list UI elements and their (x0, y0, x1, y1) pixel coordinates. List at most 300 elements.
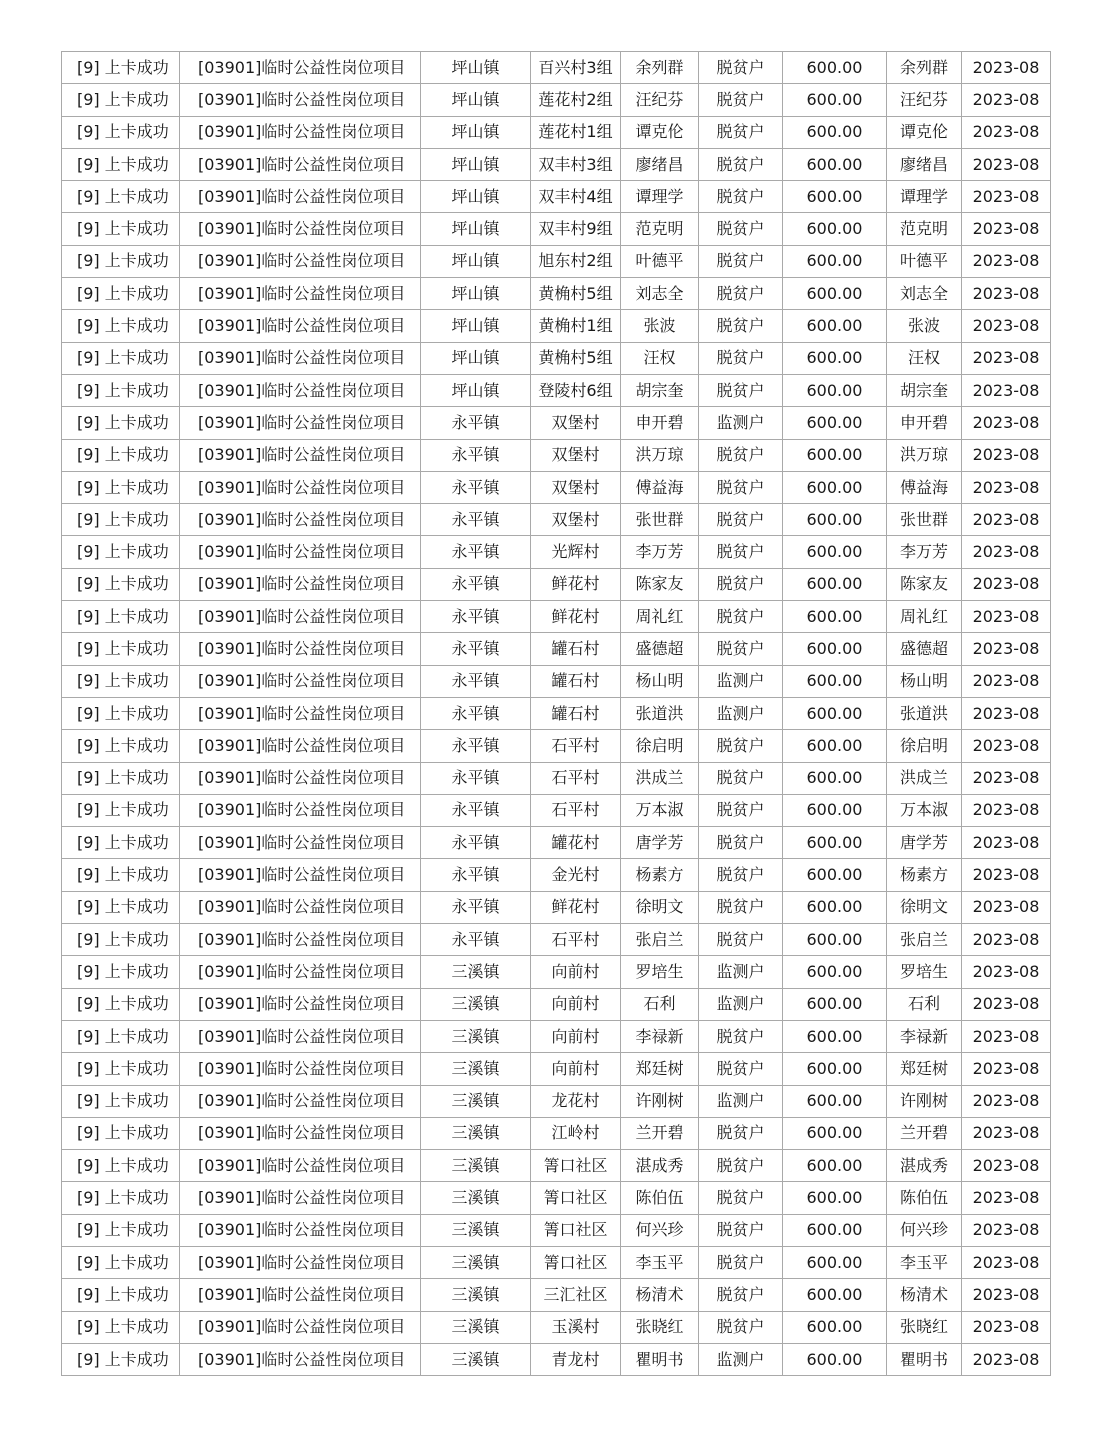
amount-cell: 600.00 (783, 762, 887, 794)
amount-cell: 600.00 (783, 52, 887, 84)
household-type-cell: 脱贫户 (699, 730, 783, 762)
recipient-cell: 张道洪 (887, 697, 962, 729)
period-cell: 2023-08 (962, 471, 1051, 503)
amount-cell: 600.00 (783, 665, 887, 697)
period-cell: 2023-08 (962, 568, 1051, 600)
village-cell: 箐口社区 (531, 1182, 621, 1214)
project-cell: [03901]临时公益性岗位项目 (180, 374, 421, 406)
household-type-cell: 脱贫户 (699, 310, 783, 342)
name-cell: 徐启明 (621, 730, 699, 762)
village-cell: 玉溪村 (531, 1311, 621, 1343)
recipient-cell: 胡宗奎 (887, 374, 962, 406)
amount-cell: 600.00 (783, 1214, 887, 1246)
household-type-cell: 脱贫户 (699, 601, 783, 633)
recipient-cell: 许刚树 (887, 1085, 962, 1117)
name-cell: 盛德超 (621, 633, 699, 665)
household-type-cell: 脱贫户 (699, 148, 783, 180)
amount-cell: 600.00 (783, 1020, 887, 1052)
project-cell: [03901]临时公益性岗位项目 (180, 84, 421, 116)
household-type-cell: 脱贫户 (699, 245, 783, 277)
period-cell: 2023-08 (962, 342, 1051, 374)
project-cell: [03901]临时公益性岗位项目 (180, 1246, 421, 1278)
table-row (62, 1053, 1051, 1085)
village-cell: 向前村 (531, 988, 621, 1020)
table-row (62, 794, 1051, 826)
recipient-cell: 兰开碧 (887, 1117, 962, 1149)
town-cell: 坪山镇 (421, 52, 531, 84)
town-cell: 三溪镇 (421, 988, 531, 1020)
town-cell: 坪山镇 (421, 278, 531, 310)
town-cell: 永平镇 (421, 697, 531, 729)
town-cell: 坪山镇 (421, 116, 531, 148)
project-cell: [03901]临时公益性岗位项目 (180, 439, 421, 471)
status-cell: [9] 上卡成功 (62, 471, 180, 503)
amount-cell: 600.00 (783, 568, 887, 600)
status-cell: [9] 上卡成功 (62, 1182, 180, 1214)
town-cell: 三溪镇 (421, 1214, 531, 1246)
amount-cell: 600.00 (783, 1311, 887, 1343)
town-cell: 坪山镇 (421, 148, 531, 180)
period-cell: 2023-08 (962, 891, 1051, 923)
town-cell: 三溪镇 (421, 1182, 531, 1214)
recipient-cell: 石利 (887, 988, 962, 1020)
recipient-cell: 陈家友 (887, 568, 962, 600)
table-row (62, 1020, 1051, 1052)
period-cell: 2023-08 (962, 730, 1051, 762)
table-row (62, 1182, 1051, 1214)
status-cell: [9] 上卡成功 (62, 762, 180, 794)
period-cell: 2023-08 (962, 407, 1051, 439)
village-cell: 黄桷村1组 (531, 310, 621, 342)
town-cell: 永平镇 (421, 568, 531, 600)
table-row (62, 1246, 1051, 1278)
period-cell: 2023-08 (962, 1214, 1051, 1246)
status-cell: [9] 上卡成功 (62, 52, 180, 84)
status-cell: [9] 上卡成功 (62, 310, 180, 342)
project-cell: [03901]临时公益性岗位项目 (180, 1020, 421, 1052)
status-cell: [9] 上卡成功 (62, 116, 180, 148)
table-row (62, 1279, 1051, 1311)
name-cell: 傅益海 (621, 471, 699, 503)
town-cell: 三溪镇 (421, 1117, 531, 1149)
project-cell: [03901]临时公益性岗位项目 (180, 1343, 421, 1375)
status-cell: [9] 上卡成功 (62, 1150, 180, 1182)
recipient-cell: 洪成兰 (887, 762, 962, 794)
status-cell: [9] 上卡成功 (62, 504, 180, 536)
town-cell: 永平镇 (421, 601, 531, 633)
status-cell: [9] 上卡成功 (62, 665, 180, 697)
recipient-cell: 罗培生 (887, 956, 962, 988)
town-cell: 永平镇 (421, 859, 531, 891)
village-cell: 莲花村2组 (531, 84, 621, 116)
town-cell: 永平镇 (421, 924, 531, 956)
table-body (62, 52, 1051, 1376)
town-cell: 永平镇 (421, 471, 531, 503)
village-cell: 向前村 (531, 1053, 621, 1085)
name-cell: 兰开碧 (621, 1117, 699, 1149)
name-cell: 石利 (621, 988, 699, 1020)
status-cell: [9] 上卡成功 (62, 1117, 180, 1149)
name-cell: 廖绪昌 (621, 148, 699, 180)
amount-cell: 600.00 (783, 730, 887, 762)
amount-cell: 600.00 (783, 1246, 887, 1278)
village-cell: 龙花村 (531, 1085, 621, 1117)
town-cell: 三溪镇 (421, 1020, 531, 1052)
name-cell: 汪纪芬 (621, 84, 699, 116)
household-type-cell: 脱贫户 (699, 1053, 783, 1085)
period-cell: 2023-08 (962, 84, 1051, 116)
town-cell: 永平镇 (421, 504, 531, 536)
period-cell: 2023-08 (962, 278, 1051, 310)
recipient-cell: 余列群 (887, 52, 962, 84)
recipient-cell: 唐学芳 (887, 827, 962, 859)
village-cell: 双丰村9组 (531, 213, 621, 245)
period-cell: 2023-08 (962, 794, 1051, 826)
village-cell: 石平村 (531, 762, 621, 794)
project-cell: [03901]临时公益性岗位项目 (180, 245, 421, 277)
amount-cell: 600.00 (783, 1182, 887, 1214)
village-cell: 莲花村1组 (531, 116, 621, 148)
table-row (62, 601, 1051, 633)
status-cell: [9] 上卡成功 (62, 1311, 180, 1343)
period-cell: 2023-08 (962, 633, 1051, 665)
name-cell: 汪权 (621, 342, 699, 374)
table-row (62, 1214, 1051, 1246)
name-cell: 洪成兰 (621, 762, 699, 794)
recipient-cell: 徐启明 (887, 730, 962, 762)
status-cell: [9] 上卡成功 (62, 730, 180, 762)
town-cell: 永平镇 (421, 407, 531, 439)
town-cell: 三溪镇 (421, 1085, 531, 1117)
table-row (62, 988, 1051, 1020)
village-cell: 金光村 (531, 859, 621, 891)
status-cell: [9] 上卡成功 (62, 859, 180, 891)
recipient-cell: 张波 (887, 310, 962, 342)
name-cell: 杨清术 (621, 1279, 699, 1311)
project-cell: [03901]临时公益性岗位项目 (180, 1311, 421, 1343)
status-cell: [9] 上卡成功 (62, 1020, 180, 1052)
village-cell: 双丰村3组 (531, 148, 621, 180)
amount-cell: 600.00 (783, 956, 887, 988)
village-cell: 百兴村3组 (531, 52, 621, 84)
amount-cell: 600.00 (783, 601, 887, 633)
period-cell: 2023-08 (962, 181, 1051, 213)
recipient-cell: 张晓红 (887, 1311, 962, 1343)
table-row (62, 181, 1051, 213)
period-cell: 2023-08 (962, 439, 1051, 471)
project-cell: [03901]临时公益性岗位项目 (180, 988, 421, 1020)
period-cell: 2023-08 (962, 245, 1051, 277)
recipient-cell: 李玉平 (887, 1246, 962, 1278)
household-type-cell: 监测户 (699, 407, 783, 439)
project-cell: [03901]临时公益性岗位项目 (180, 1150, 421, 1182)
period-cell: 2023-08 (962, 697, 1051, 729)
period-cell: 2023-08 (962, 213, 1051, 245)
name-cell: 洪万琼 (621, 439, 699, 471)
status-cell: [9] 上卡成功 (62, 956, 180, 988)
recipient-cell: 刘志全 (887, 278, 962, 310)
name-cell: 陈家友 (621, 568, 699, 600)
recipient-cell: 洪万琼 (887, 439, 962, 471)
village-cell: 向前村 (531, 1020, 621, 1052)
period-cell: 2023-08 (962, 1020, 1051, 1052)
town-cell: 坪山镇 (421, 84, 531, 116)
period-cell: 2023-08 (962, 1343, 1051, 1375)
household-type-cell: 脱贫户 (699, 1182, 783, 1214)
recipient-cell: 周礼红 (887, 601, 962, 633)
period-cell: 2023-08 (962, 52, 1051, 84)
town-cell: 永平镇 (421, 730, 531, 762)
amount-cell: 600.00 (783, 536, 887, 568)
name-cell: 李禄新 (621, 1020, 699, 1052)
amount-cell: 600.00 (783, 310, 887, 342)
period-cell: 2023-08 (962, 665, 1051, 697)
household-type-cell: 监测户 (699, 1343, 783, 1375)
period-cell: 2023-08 (962, 1311, 1051, 1343)
household-type-cell: 监测户 (699, 1085, 783, 1117)
village-cell: 鲜花村 (531, 891, 621, 923)
project-cell: [03901]临时公益性岗位项目 (180, 536, 421, 568)
amount-cell: 600.00 (783, 794, 887, 826)
town-cell: 三溪镇 (421, 1311, 531, 1343)
period-cell: 2023-08 (962, 1150, 1051, 1182)
table-row (62, 1311, 1051, 1343)
status-cell: [9] 上卡成功 (62, 827, 180, 859)
table-row (62, 310, 1051, 342)
name-cell: 谭克伦 (621, 116, 699, 148)
town-cell: 三溪镇 (421, 956, 531, 988)
village-cell: 箐口社区 (531, 1214, 621, 1246)
village-cell: 江岭村 (531, 1117, 621, 1149)
table-row (62, 665, 1051, 697)
project-cell: [03901]临时公益性岗位项目 (180, 148, 421, 180)
amount-cell: 600.00 (783, 1085, 887, 1117)
status-cell: [9] 上卡成功 (62, 568, 180, 600)
recipient-cell: 何兴珍 (887, 1214, 962, 1246)
household-type-cell: 脱贫户 (699, 827, 783, 859)
town-cell: 坪山镇 (421, 213, 531, 245)
project-cell: [03901]临时公益性岗位项目 (180, 1085, 421, 1117)
status-cell: [9] 上卡成功 (62, 536, 180, 568)
recipient-cell: 汪纪芬 (887, 84, 962, 116)
recipient-cell: 杨清术 (887, 1279, 962, 1311)
period-cell: 2023-08 (962, 859, 1051, 891)
period-cell: 2023-08 (962, 116, 1051, 148)
name-cell: 唐学芳 (621, 827, 699, 859)
amount-cell: 600.00 (783, 245, 887, 277)
town-cell: 永平镇 (421, 891, 531, 923)
name-cell: 胡宗奎 (621, 374, 699, 406)
project-cell: [03901]临时公益性岗位项目 (180, 504, 421, 536)
name-cell: 杨素方 (621, 859, 699, 891)
amount-cell: 600.00 (783, 697, 887, 729)
recipient-cell: 湛成秀 (887, 1150, 962, 1182)
project-cell: [03901]临时公益性岗位项目 (180, 471, 421, 503)
table-row (62, 633, 1051, 665)
table-row (62, 342, 1051, 374)
village-cell: 罐石村 (531, 633, 621, 665)
household-type-cell: 脱贫户 (699, 1117, 783, 1149)
status-cell: [9] 上卡成功 (62, 342, 180, 374)
household-type-cell: 脱贫户 (699, 278, 783, 310)
table-row (62, 52, 1051, 84)
town-cell: 坪山镇 (421, 310, 531, 342)
status-cell: [9] 上卡成功 (62, 1343, 180, 1375)
period-cell: 2023-08 (962, 924, 1051, 956)
status-cell: [9] 上卡成功 (62, 245, 180, 277)
period-cell: 2023-08 (962, 504, 1051, 536)
village-cell: 双堡村 (531, 407, 621, 439)
household-type-cell: 脱贫户 (699, 891, 783, 923)
village-cell: 罐石村 (531, 697, 621, 729)
household-type-cell: 脱贫户 (699, 1311, 783, 1343)
town-cell: 坪山镇 (421, 181, 531, 213)
table-row (62, 1343, 1051, 1375)
project-cell: [03901]临时公益性岗位项目 (180, 181, 421, 213)
table-row (62, 827, 1051, 859)
recipient-cell: 谭克伦 (887, 116, 962, 148)
household-type-cell: 脱贫户 (699, 1150, 783, 1182)
amount-cell: 600.00 (783, 407, 887, 439)
household-type-cell: 脱贫户 (699, 374, 783, 406)
town-cell: 永平镇 (421, 794, 531, 826)
town-cell: 永平镇 (421, 633, 531, 665)
amount-cell: 600.00 (783, 342, 887, 374)
name-cell: 李玉平 (621, 1246, 699, 1278)
status-cell: [9] 上卡成功 (62, 84, 180, 116)
table-row (62, 956, 1051, 988)
project-cell: [03901]临时公益性岗位项目 (180, 407, 421, 439)
status-cell: [9] 上卡成功 (62, 891, 180, 923)
household-type-cell: 脱贫户 (699, 1279, 783, 1311)
town-cell: 永平镇 (421, 439, 531, 471)
town-cell: 永平镇 (421, 665, 531, 697)
household-type-cell: 脱贫户 (699, 52, 783, 84)
status-cell: [9] 上卡成功 (62, 1085, 180, 1117)
household-type-cell: 脱贫户 (699, 1214, 783, 1246)
table-row (62, 730, 1051, 762)
table-row (62, 116, 1051, 148)
table-row (62, 762, 1051, 794)
name-cell: 申开碧 (621, 407, 699, 439)
household-type-cell: 脱贫户 (699, 762, 783, 794)
amount-cell: 600.00 (783, 439, 887, 471)
amount-cell: 600.00 (783, 471, 887, 503)
table-row (62, 1117, 1051, 1149)
amount-cell: 600.00 (783, 148, 887, 180)
household-type-cell: 脱贫户 (699, 504, 783, 536)
project-cell: [03901]临时公益性岗位项目 (180, 310, 421, 342)
status-cell: [9] 上卡成功 (62, 1246, 180, 1278)
table-row (62, 84, 1051, 116)
village-cell: 石平村 (531, 924, 621, 956)
recipient-cell: 申开碧 (887, 407, 962, 439)
household-type-cell: 脱贫户 (699, 439, 783, 471)
town-cell: 永平镇 (421, 827, 531, 859)
table-row (62, 439, 1051, 471)
status-cell: [9] 上卡成功 (62, 148, 180, 180)
town-cell: 三溪镇 (421, 1279, 531, 1311)
name-cell: 许刚树 (621, 1085, 699, 1117)
household-type-cell: 脱贫户 (699, 181, 783, 213)
village-cell: 鲜花村 (531, 601, 621, 633)
amount-cell: 600.00 (783, 827, 887, 859)
amount-cell: 600.00 (783, 1117, 887, 1149)
project-cell: [03901]临时公益性岗位项目 (180, 956, 421, 988)
household-type-cell: 脱贫户 (699, 633, 783, 665)
status-cell: [9] 上卡成功 (62, 374, 180, 406)
recipient-cell: 陈伯伍 (887, 1182, 962, 1214)
table-row (62, 471, 1051, 503)
status-cell: [9] 上卡成功 (62, 278, 180, 310)
period-cell: 2023-08 (962, 374, 1051, 406)
town-cell: 坪山镇 (421, 245, 531, 277)
name-cell: 湛成秀 (621, 1150, 699, 1182)
town-cell: 三溪镇 (421, 1343, 531, 1375)
name-cell: 张世群 (621, 504, 699, 536)
project-cell: [03901]临时公益性岗位项目 (180, 794, 421, 826)
name-cell: 陈伯伍 (621, 1182, 699, 1214)
period-cell: 2023-08 (962, 1085, 1051, 1117)
village-cell: 黄桷村5组 (531, 278, 621, 310)
village-cell: 光辉村 (531, 536, 621, 568)
village-cell: 双堡村 (531, 439, 621, 471)
recipient-cell: 李万芳 (887, 536, 962, 568)
recipient-cell: 盛德超 (887, 633, 962, 665)
project-cell: [03901]临时公益性岗位项目 (180, 730, 421, 762)
period-cell: 2023-08 (962, 1279, 1051, 1311)
village-cell: 石平村 (531, 730, 621, 762)
amount-cell: 600.00 (783, 374, 887, 406)
recipient-cell: 李禄新 (887, 1020, 962, 1052)
recipient-cell: 叶德平 (887, 245, 962, 277)
recipient-cell: 杨山明 (887, 665, 962, 697)
period-cell: 2023-08 (962, 988, 1051, 1020)
name-cell: 范克明 (621, 213, 699, 245)
recipient-cell: 廖绪昌 (887, 148, 962, 180)
name-cell: 杨山明 (621, 665, 699, 697)
period-cell: 2023-08 (962, 601, 1051, 633)
table-row (62, 278, 1051, 310)
project-cell: [03901]临时公益性岗位项目 (180, 665, 421, 697)
project-cell: [03901]临时公益性岗位项目 (180, 697, 421, 729)
table-row (62, 504, 1051, 536)
village-cell: 双堡村 (531, 504, 621, 536)
project-cell: [03901]临时公益性岗位项目 (180, 827, 421, 859)
status-cell: [9] 上卡成功 (62, 697, 180, 729)
name-cell: 周礼红 (621, 601, 699, 633)
village-cell: 三汇社区 (531, 1279, 621, 1311)
town-cell: 永平镇 (421, 762, 531, 794)
household-type-cell: 监测户 (699, 665, 783, 697)
recipient-cell: 万本淑 (887, 794, 962, 826)
project-cell: [03901]临时公益性岗位项目 (180, 601, 421, 633)
amount-cell: 600.00 (783, 84, 887, 116)
table-row (62, 1150, 1051, 1182)
table-row (62, 213, 1051, 245)
amount-cell: 600.00 (783, 924, 887, 956)
household-type-cell: 脱贫户 (699, 924, 783, 956)
village-cell: 双堡村 (531, 471, 621, 503)
amount-cell: 600.00 (783, 988, 887, 1020)
household-type-cell: 脱贫户 (699, 1246, 783, 1278)
status-cell: [9] 上卡成功 (62, 794, 180, 826)
status-cell: [9] 上卡成功 (62, 1279, 180, 1311)
household-type-cell: 脱贫户 (699, 342, 783, 374)
village-cell: 箐口社区 (531, 1150, 621, 1182)
village-cell: 鲜花村 (531, 568, 621, 600)
project-cell: [03901]临时公益性岗位项目 (180, 278, 421, 310)
